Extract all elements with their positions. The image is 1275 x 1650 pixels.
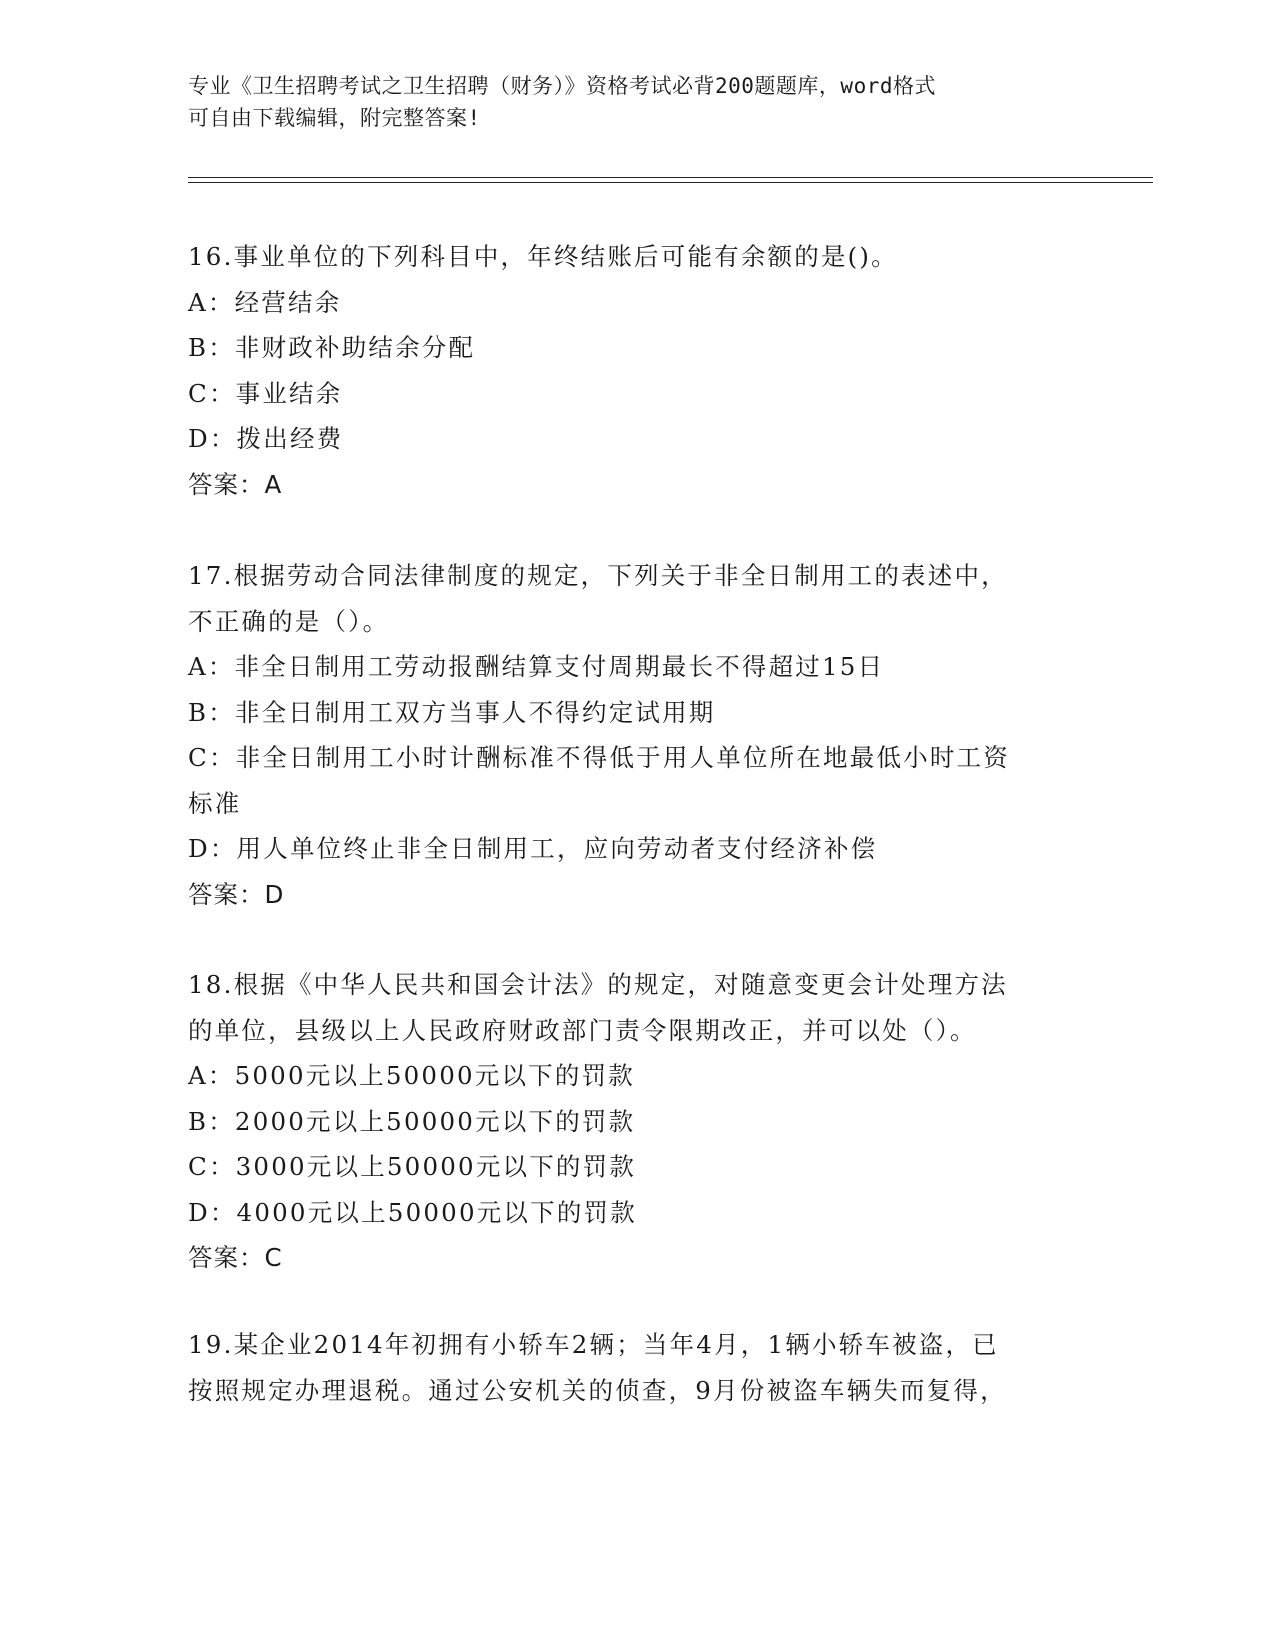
question-16-option-d: D：拨出经费 [188,424,344,453]
question-19-stem-line-2: 按照规定办理退税。通过公安机关的侦查，9月份被盗车辆失而复得， [188,1375,1007,1405]
question-17-option-a: A：非全日制用工劳动报酬结算支付周期最长不得超过15日 [188,652,885,681]
question-17-stem-line-2: 不正确的是（）。 [188,606,390,636]
header-divider-top [188,177,1153,178]
question-18-option-b: B：2000元以上50000元以下的罚款 [188,1106,636,1136]
question-17-option-c: C：非全日制用工小时计酬标准不得低于用人单位所在地最低小时工资 [188,743,1010,772]
question-18 [188,962,1088,1281]
question-18-stem-line-1: 18.根据《中华人民共和国会计法》的规定，对随意变更会计处理方法 [188,970,1008,999]
question-16-stem: 16.事业单位的下列科目中，年终结账后可能有余额的是()。 [188,242,898,271]
header-divider-bottom [188,182,1153,183]
question-17-answer: 答案：D [188,879,285,909]
question-18-option-c: C：3000元以上50000元以下的罚款 [188,1152,637,1181]
question-17 [188,553,1088,917]
question-17-stem-line-1: 17.根据劳动合同法律制度的规定，下列关于非全日制用工的表述中， [188,561,1008,590]
question-16-option-b: B：非财政补助结余分配 [188,333,476,362]
header-title-line-1: 专业《卫生招聘考试之卫生招聘（财务）》资格考试必背200题题库，word格式 [188,74,936,98]
question-17-option-b: B：非全日制用工双方当事人不得约定试用期 [188,697,716,727]
question-16 [188,234,1088,507]
document-header [188,70,1088,134]
question-16-answer: 答案：A [188,469,283,499]
question-18-stem-line-2: 的单位，县级以上人民政府财政部门责令限期改正，并可以处（）。 [188,1015,977,1045]
question-18-option-d: D：4000元以上50000元以下的罚款 [188,1197,637,1227]
question-19 [188,1322,1088,1413]
question-16-option-a: A：经营结余 [188,287,342,317]
question-16-option-c: C：事业结余 [188,378,343,408]
question-18-answer: 答案：C [188,1243,283,1272]
question-19-stem-line-1: 19.某企业2014年初拥有小轿车2辆；当年4月，1辆小轿车被盗，已 [188,1330,999,1359]
question-18-option-a: A：5000元以上50000元以下的罚款 [188,1061,635,1090]
header-title-line-2: 可自由下载编辑，附完整答案! [188,106,481,130]
question-17-option-c-continued: 标准 [188,788,242,818]
question-17-option-d: D：用人单位终止非全日制用工，应向劳动者支付经济补偿 [188,834,878,863]
